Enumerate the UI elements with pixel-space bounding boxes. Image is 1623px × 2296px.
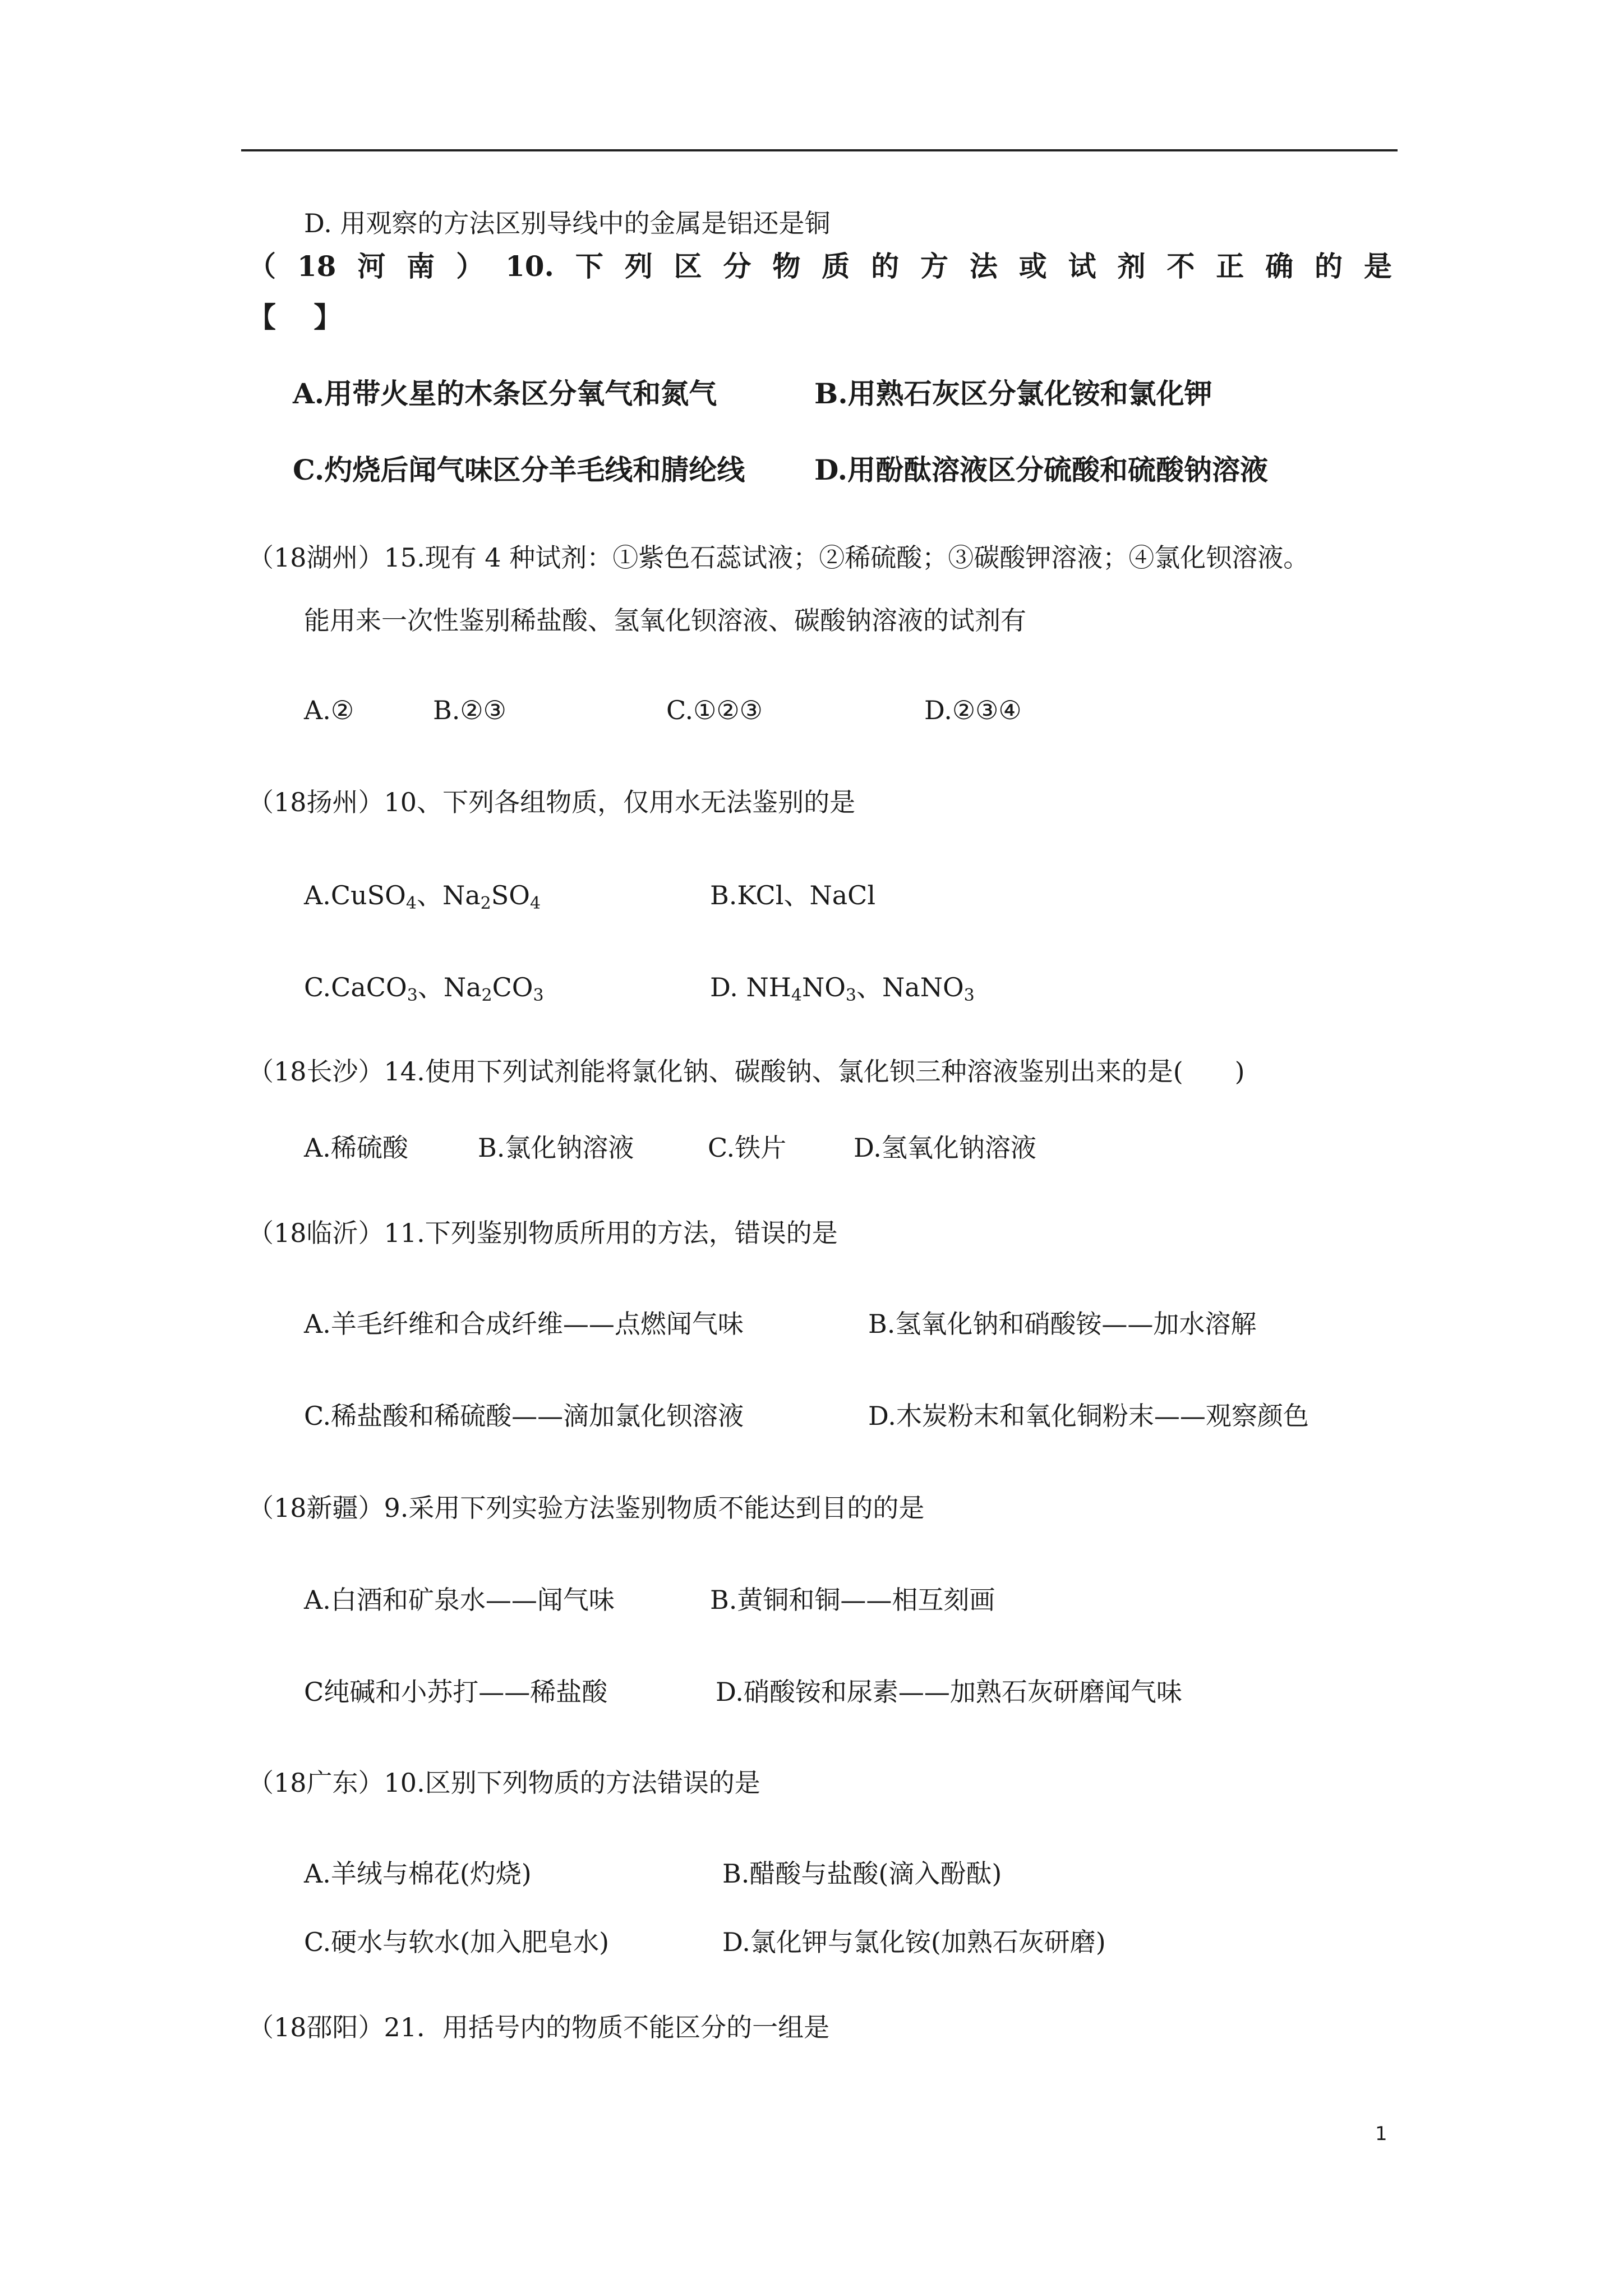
henan-char: 南 bbox=[407, 250, 435, 283]
henan-char: 分 bbox=[723, 250, 751, 283]
page-number: 1 bbox=[1375, 2123, 1387, 2145]
henan-option-b: B.用熟石灰区分氯化铵和氯化钾 bbox=[814, 377, 1212, 410]
yangzhou-option-d: D. $NH_4NO_3$、NaNO$_3$ bbox=[710, 972, 975, 1005]
guangdong-stem: （18广东）10.区别下列物质的方法错误的是 bbox=[248, 1768, 760, 1798]
huzhou-stem-line1: （18湖州）15.现有 4 种试剂：①紫色石蕊试液；②稀硫酸；③碳酸钾溶液；④氯化钡溶液。 bbox=[248, 542, 1310, 573]
shaoyang-stem: （18邵阳）21．用括号内的物质不能区分的一组是 bbox=[248, 2012, 830, 2042]
henan-char: 的 bbox=[871, 250, 900, 283]
guangdong-option-d: D.氯化钾与氯化铵(加熟石灰研磨) bbox=[722, 1927, 1106, 1957]
huzhou-stem-line2: 能用来一次性鉴别稀盐酸、氢氧化钡溶液、碳酸钠溶液的试剂有 bbox=[304, 605, 1026, 636]
linyi-option-b: B.氢氧化钠和硝酸铵——加水溶解 bbox=[868, 1309, 1257, 1339]
changsha-option-d: D.氢氧化钠溶液 bbox=[854, 1133, 1036, 1163]
q0-option-d: D. 用观察的方法区别导线中的金属是铝还是铜 bbox=[304, 208, 831, 238]
henan-char: 方 bbox=[920, 250, 948, 283]
henan-char: 不 bbox=[1166, 250, 1195, 283]
henan-option-d: D.用酚酞溶液区分硫酸和硫酸钠溶液 bbox=[814, 453, 1268, 486]
henan-char: 物 bbox=[772, 250, 801, 283]
henan-char: ） bbox=[456, 250, 485, 283]
henan-option-a: A.用带火星的木条区分氧气和氮气 bbox=[293, 377, 717, 410]
guangdong-option-b: B.醋酸与盐酸(滴入酚酞) bbox=[722, 1858, 1002, 1889]
henan-char: 正 bbox=[1216, 250, 1244, 283]
huzhou-option-c: C.①②③ bbox=[666, 695, 763, 725]
henan-char: 18 bbox=[297, 250, 336, 283]
henan-char: （ bbox=[248, 250, 276, 283]
yangzhou-option-c: C.CaCO$_3$、$Na_2CO_3$ bbox=[304, 972, 544, 1005]
henan-stem bbox=[248, 250, 1392, 283]
henan-char: 的 bbox=[1314, 250, 1343, 283]
xinjiang-stem: （18新疆）9.采用下列实验方法鉴别物质不能达到目的的是 bbox=[248, 1493, 925, 1523]
huzhou-option-d: D.②③④ bbox=[924, 695, 1022, 725]
henan-char: 区 bbox=[674, 250, 702, 283]
henan-char: 是 bbox=[1363, 250, 1392, 283]
linyi-stem: （18临沂）11.下列鉴别物质所用的方法，错误的是 bbox=[248, 1218, 838, 1248]
henan-char: 列 bbox=[624, 250, 653, 283]
henan-char: 试 bbox=[1068, 250, 1096, 283]
changsha-option-b: B.氯化钠溶液 bbox=[478, 1133, 634, 1163]
changsha-option-a: A.稀硫酸 bbox=[304, 1133, 408, 1163]
henan-char: 下 bbox=[575, 250, 603, 283]
henan-option-c: C.灼烧后闻气味区分羊毛线和腈纶线 bbox=[293, 453, 745, 486]
xinjiang-option-c: C纯碱和小苏打——稀盐酸 bbox=[304, 1677, 608, 1707]
henan-char: 剂 bbox=[1117, 250, 1146, 283]
xinjiang-option-a: A.白酒和矿泉水——闻气味 bbox=[304, 1585, 615, 1615]
henan-char: 确 bbox=[1265, 250, 1294, 283]
xinjiang-option-b: B.黄铜和铜——相互刻画 bbox=[710, 1585, 995, 1615]
changsha-option-c: C.铁片 bbox=[708, 1133, 787, 1163]
henan-char: 10. bbox=[505, 250, 554, 283]
huzhou-option-b: B.②③ bbox=[433, 695, 506, 725]
guangdong-option-c: C.硬水与软水(加入肥皂水) bbox=[304, 1927, 610, 1957]
henan-char: 河 bbox=[357, 250, 386, 283]
changsha-stem: （18长沙）14.使用下列试剂能将氯化钠、碳酸钠、氯化钡三种溶液鉴别出来的是( ) bbox=[248, 1056, 1245, 1087]
henan-char: 质 bbox=[822, 250, 850, 283]
yangzhou-option-a: A.CuSO$_4$、$Na_2SO_4$ bbox=[304, 880, 541, 913]
linyi-option-c: C.稀盐酸和稀硫酸——滴加氯化钡溶液 bbox=[304, 1401, 744, 1431]
guangdong-option-a: A.羊绒与棉花(灼烧) bbox=[304, 1858, 532, 1889]
henan-char: 或 bbox=[1018, 250, 1047, 283]
xinjiang-option-d: D.硝酸铵和尿素——加熟石灰研磨闻气味 bbox=[716, 1677, 1182, 1707]
yangzhou-option-b: B.KCl、NaCl bbox=[710, 880, 876, 910]
linyi-option-d: D.木炭粉末和氧化铜粉末——观察颜色 bbox=[868, 1401, 1309, 1431]
huzhou-option-a: A.② bbox=[304, 695, 354, 725]
header-rule bbox=[241, 149, 1398, 151]
henan-answer-bracket: 【 】 bbox=[248, 301, 342, 334]
henan-char: 法 bbox=[969, 250, 998, 283]
linyi-option-a: A.羊毛纤维和合成纤维——点燃闻气味 bbox=[304, 1309, 744, 1339]
yangzhou-stem: （18扬州）10、下列各组物质，仅用水无法鉴别的是 bbox=[248, 787, 856, 817]
